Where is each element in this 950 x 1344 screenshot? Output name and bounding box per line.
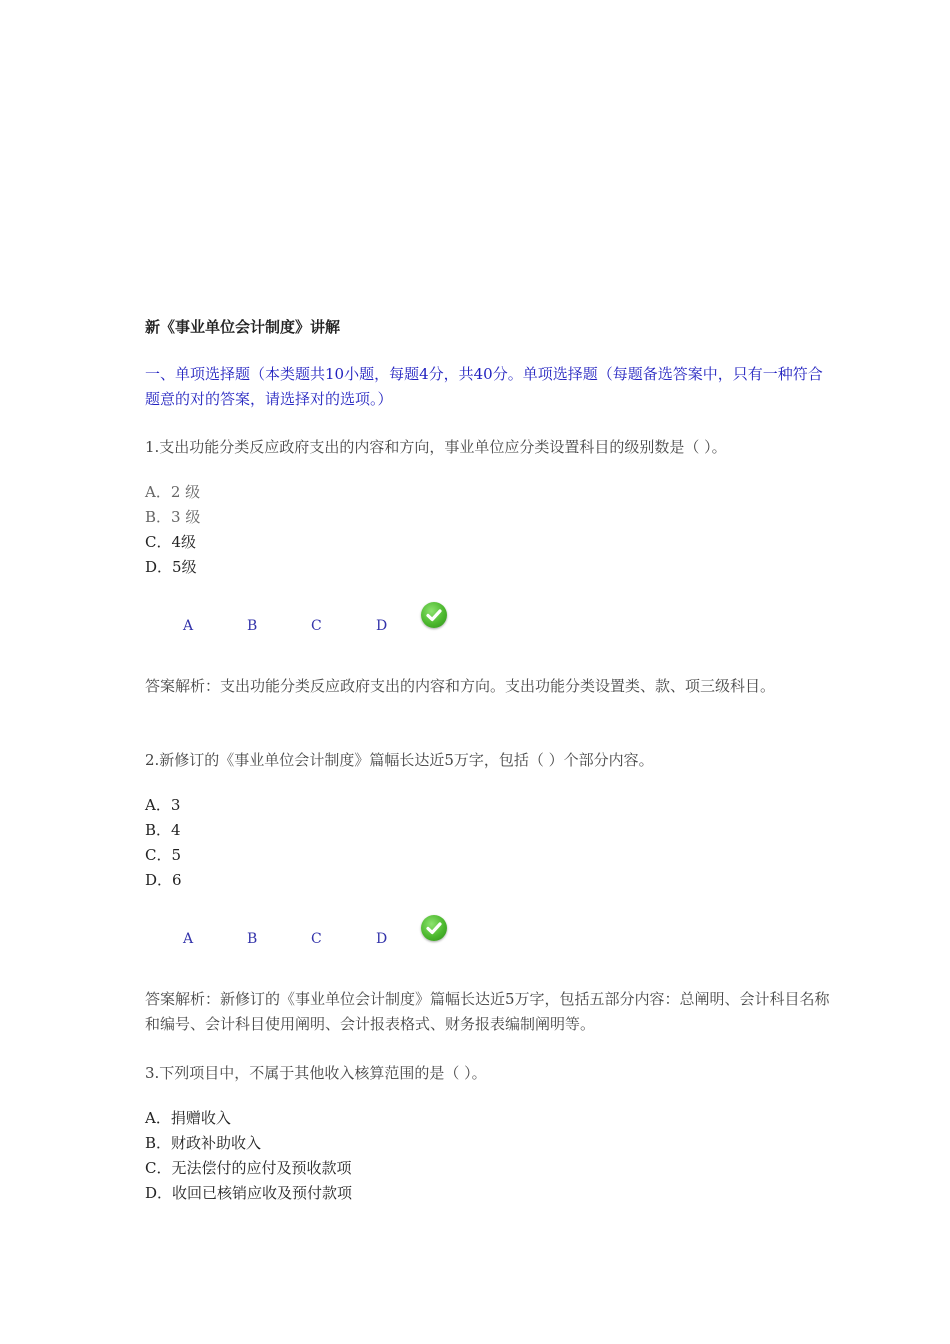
option-b: B．4 bbox=[145, 821, 181, 839]
option-d: D．6 bbox=[145, 871, 182, 889]
option-d: D．5级 bbox=[145, 558, 197, 576]
question-2-options bbox=[145, 793, 182, 893]
answer-choice-b[interactable]: B bbox=[247, 618, 258, 634]
option-c: C．5 bbox=[145, 846, 182, 864]
checkmark-icon bbox=[421, 915, 447, 941]
question-3-options bbox=[145, 1106, 352, 1206]
answer-choice-d[interactable]: D bbox=[376, 618, 388, 634]
question-2-stem: 2.新修订的《事业单位会计制度》篇幅长达近5万字，包括（ ）个部分内容。 bbox=[145, 751, 654, 769]
checkmark-icon bbox=[421, 602, 447, 628]
question-1-options bbox=[145, 480, 200, 580]
option-a: A．捐赠收入 bbox=[145, 1109, 231, 1127]
document-title: 新《事业单位会计制度》讲解 bbox=[145, 318, 341, 336]
answer-choice-b[interactable]: B bbox=[247, 931, 258, 947]
question-2-explanation: 答案解析：新修订的《事业单位会计制度》篇幅长达近5万字，包括五部分内容：总阐明、会计科目名称和编号、会计科目使用阐明、会计报表格式、财务报表编制阐明等。 bbox=[145, 990, 830, 1033]
answer-choice-c[interactable]: C bbox=[311, 618, 322, 634]
option-b: B．财政补助收入 bbox=[145, 1134, 262, 1152]
option-c: C．无法偿付的应付及预收款项 bbox=[145, 1159, 352, 1177]
question-3-stem: 3.下列项目中，不属于其他收入核算范围的是（ ）。 bbox=[145, 1064, 487, 1082]
option-a: A．3 bbox=[145, 796, 181, 814]
option-a: A．2 级 bbox=[145, 483, 201, 501]
answer-choice-a[interactable]: A bbox=[183, 618, 194, 634]
option-b: B．3 级 bbox=[145, 508, 201, 526]
answer-choice-a[interactable]: A bbox=[183, 931, 194, 947]
question-1-explanation: 答案解析：支出功能分类反应政府支出的内容和方向。支出功能分类设置类、款、项三级科目。 bbox=[145, 677, 776, 695]
option-d: D．收回已核销应收及预付款项 bbox=[145, 1184, 353, 1202]
section-heading: 一、单项选择题（本类题共10小题，每题4分，共40分。单项选择题（每题备选答案中，只有一种符合题意的对的答案，请选择对的选项。） bbox=[145, 365, 823, 408]
option-c: C．4级 bbox=[145, 533, 197, 551]
answer-choice-d[interactable]: D bbox=[376, 931, 388, 947]
answer-choice-c[interactable]: C bbox=[311, 931, 322, 947]
question-1-stem: 1.支出功能分类反应政府支出的内容和方向，事业单位应分类设置科目的级别数是（ ）。 bbox=[145, 438, 727, 456]
